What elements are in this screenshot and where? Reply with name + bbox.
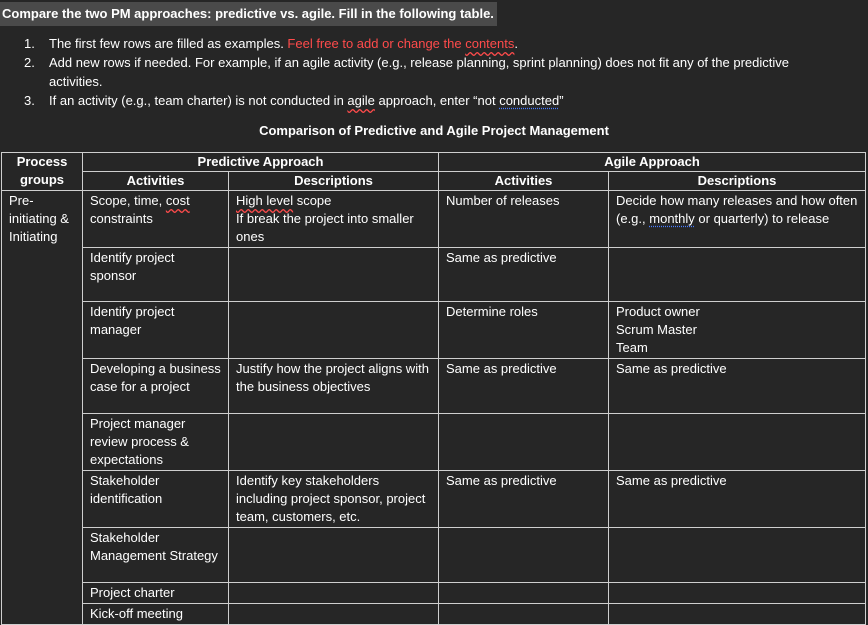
header-agile-activities: Activities <box>439 172 609 191</box>
instruction-number: 1. <box>24 36 35 51</box>
cell-text-misspelled: High level <box>236 193 294 208</box>
cell-text-flagged: monthly <box>649 211 695 226</box>
predictive-activity-cell[interactable]: Project manager review process & expectations <box>83 414 229 471</box>
predictive-description-cell[interactable] <box>229 528 439 583</box>
header-predictive-activities: Activities <box>83 172 229 191</box>
agile-description-cell[interactable]: Same as predictive <box>609 359 866 414</box>
instruction-red-text: Feel free to add or change the <box>287 36 466 51</box>
table-row <box>2 191 866 248</box>
predictive-description-cell[interactable] <box>229 302 439 359</box>
table-row <box>2 528 866 583</box>
cell-text-misspelled: cost <box>165 193 190 208</box>
table-title: Comparison of Predictive and Agile Project Management <box>259 123 609 138</box>
instruction-item <box>24 91 844 110</box>
predictive-description-cell[interactable] <box>229 248 439 302</box>
table-row <box>2 359 866 414</box>
process-group-cell[interactable]: Pre-initiating & Initiating <box>2 191 83 625</box>
agile-description-cell[interactable] <box>609 583 866 604</box>
header-agile: Agile Approach <box>439 153 866 172</box>
agile-description-cell[interactable]: Product owner Scrum Master Team <box>609 302 866 359</box>
instruction-word-conducted: conducted <box>499 93 560 108</box>
agile-activity-cell[interactable]: Same as predictive <box>439 248 609 302</box>
cell-text: or quarterly) to release <box>694 211 830 226</box>
predictive-description-cell[interactable] <box>229 414 439 471</box>
instruction-text: Add new rows if needed. For example, if an agile activity (e.g., release planning, sprint planning) does not fit any of the predictive activities. <box>49 55 789 89</box>
predictive-activity-cell[interactable]: Identify project manager <box>83 302 229 359</box>
cell-text: Scope, time, <box>90 193 166 208</box>
instructions-list <box>24 34 844 110</box>
instruction-word-agile: agile <box>347 93 375 108</box>
agile-description-cell[interactable] <box>609 191 866 248</box>
instruction-number: 3. <box>24 93 35 108</box>
header-row <box>2 153 866 172</box>
table-row <box>2 471 866 528</box>
agile-description-cell[interactable]: Same as predictive <box>609 471 866 528</box>
instruction-end: ” <box>559 93 564 108</box>
page-title: Compare the two PM approaches: predictive vs. agile. Fill in the following table. <box>0 2 497 26</box>
comparison-table <box>1 152 866 625</box>
predictive-activity-cell[interactable]: Stakeholder identification <box>83 471 229 528</box>
instruction-item <box>24 53 844 91</box>
agile-description-cell[interactable] <box>609 414 866 471</box>
instruction-text: If an activity (e.g., team charter) is not conducted in <box>49 93 348 108</box>
header-agile-descriptions: Descriptions <box>609 172 866 191</box>
predictive-activity-cell[interactable]: Kick-off meeting <box>83 604 229 625</box>
predictive-description-cell[interactable] <box>229 191 439 248</box>
header-predictive: Predictive Approach <box>83 153 439 172</box>
table-row <box>2 302 866 359</box>
table-row <box>2 248 866 302</box>
predictive-activity-cell[interactable]: Stakeholder Management Strategy <box>83 528 229 583</box>
header-process-groups: Process groups <box>2 153 83 191</box>
predictive-activity-cell[interactable] <box>83 191 229 248</box>
agile-description-cell[interactable] <box>609 528 866 583</box>
agile-activity-cell[interactable] <box>439 414 609 471</box>
agile-activity-cell[interactable] <box>439 583 609 604</box>
agile-activity-cell[interactable]: Number of releases <box>439 191 609 248</box>
predictive-activity-cell[interactable]: Identify project sponsor <box>83 248 229 302</box>
header-predictive-descriptions: Descriptions <box>229 172 439 191</box>
agile-activity-cell[interactable] <box>439 528 609 583</box>
instruction-end: . <box>514 36 518 51</box>
cell-text: Decide how many releases and how often (e.g., <box>616 193 858 226</box>
table-row <box>2 414 866 471</box>
cell-text: constraints <box>90 211 153 226</box>
predictive-activity-cell[interactable]: Developing a business case for a project <box>83 359 229 414</box>
instruction-text: approach, enter “not <box>374 93 500 108</box>
instruction-red-word: contents <box>465 36 515 51</box>
agile-activity-cell[interactable]: Determine roles <box>439 302 609 359</box>
predictive-description-cell[interactable]: Justify how the project aligns with the business objectives <box>229 359 439 414</box>
instruction-item <box>24 34 844 53</box>
instruction-number: 2. <box>24 55 35 70</box>
agile-activity-cell[interactable]: Same as predictive <box>439 471 609 528</box>
instruction-text: The first few rows are filled as examples. <box>49 36 288 51</box>
subheader-row <box>2 172 866 191</box>
predictive-activity-cell[interactable]: Project charter <box>83 583 229 604</box>
agile-activity-cell[interactable]: Same as predictive <box>439 359 609 414</box>
agile-description-cell[interactable] <box>609 248 866 302</box>
predictive-description-cell[interactable] <box>229 583 439 604</box>
table-row <box>2 583 866 604</box>
predictive-description-cell[interactable]: Identify key stakeholders including project sponsor, project team, customers, etc. <box>229 471 439 528</box>
cell-text: scope If break the project into smaller ones <box>236 193 414 244</box>
